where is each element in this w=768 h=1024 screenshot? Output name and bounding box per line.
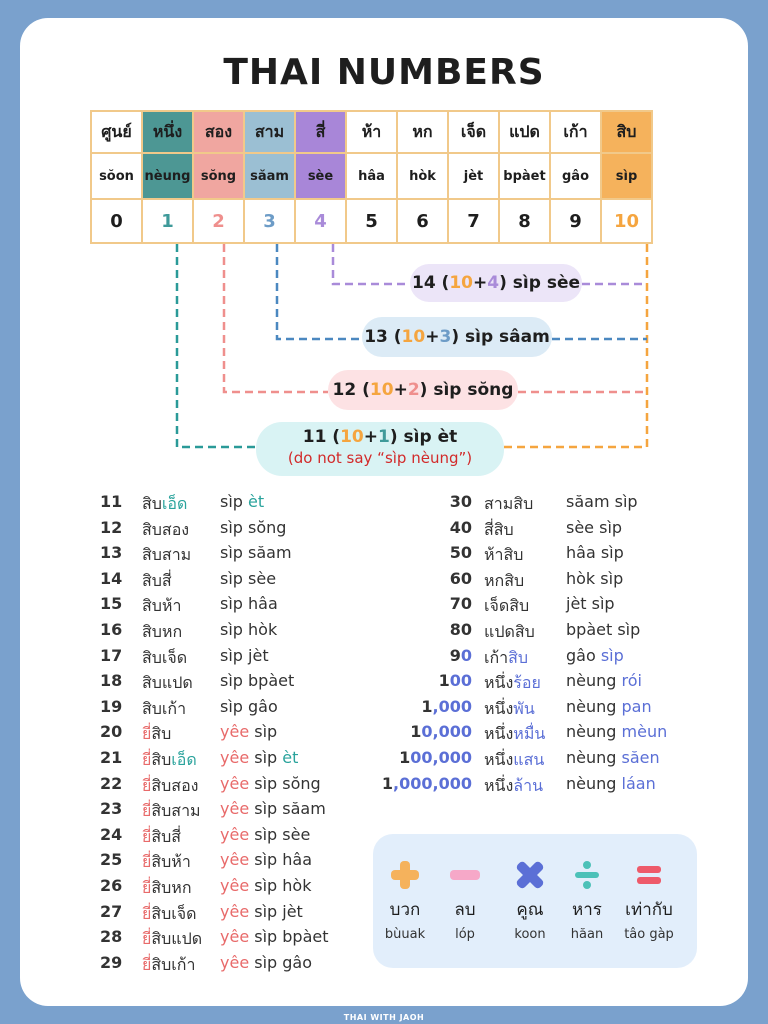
roman-text: sìp bpàet xyxy=(249,927,329,947)
roman-suffix: săen xyxy=(621,748,660,767)
list-number: 22 xyxy=(100,773,123,793)
list-roman xyxy=(220,927,329,946)
roman-text: nèung xyxy=(566,671,622,691)
thai-text: เจ็ดสิบ xyxy=(484,596,530,616)
callout-plus: + xyxy=(393,380,408,400)
grid-cell: 2 xyxy=(193,199,244,243)
thai-suffix: ร้อย xyxy=(513,673,541,693)
list-roman xyxy=(220,748,298,767)
roman-text: sìp xyxy=(249,722,278,742)
roman-prefix: yêe xyxy=(220,901,250,921)
roman-text: hòk sìp xyxy=(566,568,624,588)
list-thai xyxy=(142,876,192,901)
roman-text: bpàet sìp xyxy=(566,620,641,639)
list-number: 25 xyxy=(100,850,123,870)
thai-text: หนึ่ง xyxy=(484,775,514,795)
roman-text: sìp gâo xyxy=(220,696,278,716)
list-roman xyxy=(220,543,292,562)
grid-cell: ศูนย์ xyxy=(91,111,142,153)
list-thai xyxy=(484,646,528,671)
thai-text: แปดสิบ xyxy=(484,622,535,641)
list-number: 26 xyxy=(100,876,123,895)
thai-text: หนึ่ง xyxy=(484,724,514,744)
roman-text: sìp xyxy=(220,492,249,511)
operation-roman: bùuak xyxy=(384,927,426,942)
grid-cell: hòk xyxy=(397,153,448,199)
list-roman xyxy=(220,569,276,588)
thai-text: สิบสาม xyxy=(142,545,192,565)
thai-suffix: แสน xyxy=(513,750,545,769)
number-lead: 1 xyxy=(438,671,450,691)
list-thai xyxy=(142,492,187,517)
roman-text: sìp gâo xyxy=(249,952,313,972)
list-thai xyxy=(142,799,201,824)
list-thai xyxy=(142,620,182,645)
list-number xyxy=(370,646,472,665)
roman-text: sìp jèt xyxy=(220,645,269,665)
callout-thirteen xyxy=(362,317,552,357)
roman-text: sìp jèt xyxy=(249,901,303,921)
list-thai xyxy=(142,569,172,594)
thai-suffix: หมื่น xyxy=(513,724,546,744)
list-roman xyxy=(220,646,269,665)
grid-cell: ห้า xyxy=(346,111,397,153)
list-number xyxy=(370,774,472,793)
callout-ten: 10 xyxy=(449,273,474,293)
list-roman xyxy=(566,518,622,537)
list-roman xyxy=(566,722,667,741)
grid-cell: 10 xyxy=(601,199,652,243)
list-number xyxy=(370,697,472,716)
list-number: 13 xyxy=(100,543,123,563)
thai-text: เก้า xyxy=(484,647,509,667)
callout-eleven xyxy=(256,422,504,476)
grid-cell: bpàet xyxy=(499,153,550,199)
thai-text: สิบ xyxy=(142,494,162,513)
thai-text: สิบสาม xyxy=(151,801,201,821)
roman-text: sìp hòk xyxy=(249,876,312,895)
roman-text: jèt sìp xyxy=(566,594,615,614)
list-roman xyxy=(566,774,656,793)
page-title: THAI NUMBERS xyxy=(223,52,545,93)
roman-text: nèung xyxy=(566,696,622,716)
roman-text: hâa sìp xyxy=(566,543,624,563)
thai-text: สิบแปด xyxy=(151,929,203,949)
thai-prefix: ยี่ xyxy=(142,852,152,872)
callout-ten: 10 xyxy=(401,327,426,347)
list-number: 17 xyxy=(100,645,123,665)
list-number: 24 xyxy=(100,824,123,844)
list-number xyxy=(370,748,472,767)
connector-two xyxy=(224,244,328,392)
list-number: 50 xyxy=(449,543,472,563)
thai-text: สิบสอง xyxy=(151,775,199,795)
roman-text: nèung xyxy=(566,773,622,793)
thai-suffix: พัน xyxy=(513,698,535,718)
operation-roman: hăan xyxy=(570,927,604,942)
operation-plus xyxy=(375,858,435,942)
list-thai xyxy=(484,620,535,645)
roman-text: nèung xyxy=(566,722,622,742)
thai-text: สิบ xyxy=(151,750,172,769)
list-thai xyxy=(484,518,514,543)
grid-cell: 0 xyxy=(91,199,142,243)
list-thai xyxy=(484,774,543,799)
callout-text: ) sìp sŏng xyxy=(419,380,514,400)
list-roman xyxy=(220,594,278,613)
operation-roman: lóp xyxy=(455,927,475,942)
roman-text: sèe sìp xyxy=(566,517,623,537)
roman-text: sìp săam xyxy=(220,543,292,563)
connector-three xyxy=(277,244,362,339)
list-roman xyxy=(566,543,624,562)
list-number: 11 xyxy=(100,492,123,511)
callout-plus: + xyxy=(425,327,440,347)
number-tail: 00,000 xyxy=(410,748,472,767)
roman-suffix: rói xyxy=(621,671,642,691)
thai-text: สิบเก้า xyxy=(142,698,187,718)
roman-text: sìp sŏng xyxy=(249,773,321,793)
roman-prefix: yêe xyxy=(220,748,250,767)
list-roman xyxy=(220,876,311,895)
grid-cell: 9 xyxy=(550,199,601,243)
roman-text: săam sìp xyxy=(566,492,638,511)
list-thai xyxy=(142,748,197,773)
number-lead: 9 xyxy=(449,645,461,665)
roman-prefix: yêe xyxy=(220,722,250,742)
roman-prefix: yêe xyxy=(220,850,250,870)
grid-cell: 5 xyxy=(346,199,397,243)
divide-icon xyxy=(557,858,617,892)
callout-text: ) sìp èt xyxy=(389,427,458,447)
list-thai xyxy=(484,569,524,594)
roman-suffix: èt xyxy=(248,492,265,511)
thai-text: สิบห้า xyxy=(142,596,182,616)
grid-cell: สิบ xyxy=(601,111,652,153)
callout-plus: + xyxy=(363,427,379,447)
thai-text: สิบเจ็ด xyxy=(142,647,188,667)
grid-cell: sèe xyxy=(295,153,346,199)
thai-text: สี่สิบ xyxy=(484,519,514,539)
list-thai xyxy=(142,697,186,722)
callout-text: 11 ( xyxy=(302,427,341,447)
thai-prefix: ยี่ xyxy=(142,826,152,846)
roman-prefix: yêe xyxy=(220,773,250,793)
list-thai xyxy=(142,825,181,850)
number-lead: 1 xyxy=(381,773,394,793)
number-lead: 1 xyxy=(410,722,422,742)
roman-suffix: èt xyxy=(282,748,299,767)
list-roman xyxy=(220,722,277,741)
equals-icon xyxy=(619,858,679,892)
callout-line xyxy=(256,426,504,448)
number-tail: 00 xyxy=(449,671,472,691)
grid-cell: 8 xyxy=(499,199,550,243)
connector-four xyxy=(333,244,410,284)
roman-suffix: sìp xyxy=(600,645,624,665)
thai-prefix: ยี่ xyxy=(142,750,152,769)
list-thai xyxy=(142,646,187,671)
thai-suffix: ล้าน xyxy=(513,775,544,795)
minus-icon xyxy=(435,858,495,892)
number-lead: 1 xyxy=(399,748,411,767)
grid-cell: sŏon xyxy=(91,153,142,199)
thai-text: สิบเจ็ด xyxy=(151,903,197,923)
thai-text: สิบสี่ xyxy=(142,570,172,590)
operation-divide xyxy=(557,858,617,942)
grid-cell: 1 xyxy=(142,199,193,243)
grid-cell: เก้า xyxy=(550,111,601,153)
thai-text: สิบสอง xyxy=(142,519,190,539)
callout-ten: 10 xyxy=(340,427,364,447)
list-thai xyxy=(142,927,202,952)
roman-suffix: pan xyxy=(621,696,652,716)
roman-prefix: yêe xyxy=(220,799,250,819)
footer-brand: THAI WITH JAOH xyxy=(343,1013,425,1022)
grid-cell: săam xyxy=(244,153,295,199)
thai-prefix: ยี่ xyxy=(142,929,152,949)
thai-text: สิบเก้า xyxy=(151,954,196,974)
roman-text: sìp săam xyxy=(249,799,326,819)
grid-cell: 7 xyxy=(448,199,499,243)
roman-text: nèung xyxy=(566,748,622,767)
grid-cell: สอง xyxy=(193,111,244,153)
list-roman xyxy=(220,850,312,869)
roman-prefix: yêe xyxy=(220,876,250,895)
list-roman xyxy=(220,953,312,972)
list-roman xyxy=(220,799,326,818)
grid-cell: sŏng xyxy=(193,153,244,199)
roman-prefix: yêe xyxy=(220,824,250,844)
thai-text: สิบหก xyxy=(142,622,183,641)
list-roman xyxy=(566,620,640,639)
list-number: 70 xyxy=(449,594,472,614)
roman-text: sìp bpàet xyxy=(220,671,295,691)
list-number: 16 xyxy=(100,620,123,639)
list-number: 40 xyxy=(449,517,472,537)
thai-prefix: ยี่ xyxy=(142,801,152,821)
list-number: 60 xyxy=(449,568,472,588)
list-number: 12 xyxy=(100,517,123,537)
list-roman xyxy=(220,825,310,844)
thai-prefix: ยี่ xyxy=(142,954,152,974)
thai-text: หกสิบ xyxy=(484,570,525,590)
list-thai xyxy=(142,774,198,799)
roman-text: sìp hâa xyxy=(220,594,278,614)
operation-multiply xyxy=(500,858,560,942)
number-lead: 1 xyxy=(421,696,433,716)
list-roman xyxy=(220,620,277,639)
list-roman xyxy=(566,569,623,588)
operation-roman: tâo gàp xyxy=(624,927,674,942)
grid-cell: sìp xyxy=(601,153,652,199)
thai-text: สิบห้า xyxy=(151,852,191,872)
callout-digit: 3 xyxy=(439,327,452,347)
callout-digit: 2 xyxy=(407,380,420,400)
grid-cell: nèung xyxy=(142,153,193,199)
list-number xyxy=(370,722,472,741)
thai-suffix: เอ็ด xyxy=(171,750,197,769)
list-thai xyxy=(484,722,545,747)
list-roman xyxy=(220,902,303,921)
list-roman xyxy=(566,492,638,511)
number-tail: 0,000 xyxy=(421,722,472,742)
thai-prefix: ยี่ xyxy=(142,775,152,795)
list-thai xyxy=(484,492,533,517)
list-roman xyxy=(220,671,294,690)
callout-digit: 1 xyxy=(378,427,390,447)
callout-ten: 10 xyxy=(369,380,394,400)
roman-text: sìp sèe xyxy=(220,568,277,588)
thai-text: สามสิบ xyxy=(484,494,534,513)
list-thai xyxy=(142,518,189,543)
thai-text: สิบ xyxy=(151,724,172,744)
connector-one xyxy=(177,244,256,447)
roman-text: sìp hòk xyxy=(220,620,278,639)
list-thai xyxy=(142,543,191,568)
roman-prefix: yêe xyxy=(220,952,250,972)
list-thai xyxy=(142,850,191,875)
thai-text: หนึ่ง xyxy=(484,750,514,769)
list-roman xyxy=(566,697,652,716)
list-thai xyxy=(484,697,535,722)
callout-text: 13 ( xyxy=(364,327,402,347)
thai-prefix: ยี่ xyxy=(142,724,152,744)
list-roman xyxy=(220,697,278,716)
list-roman xyxy=(220,518,286,537)
list-number xyxy=(370,671,472,690)
list-thai xyxy=(484,543,523,568)
grid-cell: หนึ่ง xyxy=(142,111,193,153)
grid-cell: สี่ xyxy=(295,111,346,153)
list-number: 80 xyxy=(449,620,472,639)
callout-text: ) sìp sèe xyxy=(499,273,581,293)
roman-text: sìp sèe xyxy=(249,824,311,844)
operation-equals xyxy=(619,858,679,942)
list-number: 19 xyxy=(100,696,123,716)
operation-roman: koon xyxy=(514,927,546,942)
roman-prefix: yêe xyxy=(220,927,250,947)
thai-suffix: เอ็ด xyxy=(161,494,188,513)
callout-digit: 4 xyxy=(487,273,500,293)
roman-suffix: láan xyxy=(621,773,656,793)
grid-cell: สาม xyxy=(244,111,295,153)
thai-prefix: ยี่ xyxy=(142,878,152,897)
callout-fourteen xyxy=(410,264,582,302)
callout-text: ) sìp sâam xyxy=(451,327,550,347)
list-roman xyxy=(220,492,264,511)
list-thai xyxy=(142,902,197,927)
plus-icon xyxy=(375,858,435,892)
list-thai xyxy=(484,671,541,696)
list-number: 28 xyxy=(100,927,123,947)
operation-thai: คูณ xyxy=(516,900,544,920)
list-thai xyxy=(142,594,181,619)
list-thai xyxy=(142,671,193,696)
operation-thai: ลบ xyxy=(454,900,476,920)
list-thai xyxy=(484,594,529,619)
roman-suffix: mèun xyxy=(621,722,668,742)
callout-text: 14 ( xyxy=(411,273,450,293)
callout-plus: + xyxy=(473,273,488,293)
callout-twelve xyxy=(328,370,518,410)
thai-text: สิบหก xyxy=(151,878,192,897)
callout-text: 12 ( xyxy=(332,380,370,400)
list-roman xyxy=(566,748,660,767)
operations-panel xyxy=(373,834,697,968)
thai-text: สิบสี่ xyxy=(151,826,182,846)
list-thai xyxy=(142,722,171,747)
list-number: 20 xyxy=(100,722,123,742)
grid-cell: หก xyxy=(397,111,448,153)
callout-note: (do not say “sìp nèung”) xyxy=(287,449,473,467)
grid-cell: hâa xyxy=(346,153,397,199)
thai-text: ห้าสิบ xyxy=(484,545,524,565)
list-roman xyxy=(566,594,615,613)
roman-text: sìp xyxy=(249,748,283,767)
thai-suffix: สิบ xyxy=(508,647,529,667)
grid-cell: เจ็ด xyxy=(448,111,499,153)
roman-text: gâo xyxy=(566,645,601,665)
list-number: 30 xyxy=(449,492,472,511)
grid-cell: jèt xyxy=(448,153,499,199)
grid-cell: 3 xyxy=(244,199,295,243)
number-tail: ,000,000 xyxy=(393,773,472,793)
multiply-icon xyxy=(500,858,560,892)
grid-cell: แปด xyxy=(499,111,550,153)
thai-text: สิบแปด xyxy=(142,673,193,693)
number-tail: 0 xyxy=(460,645,472,665)
roman-text: sìp sŏng xyxy=(220,517,287,537)
list-roman xyxy=(566,646,624,665)
thai-prefix: ยี่ xyxy=(142,903,152,923)
list-roman xyxy=(566,671,642,690)
operation-thai: หาร xyxy=(572,900,602,920)
operation-thai: บวก xyxy=(389,900,421,920)
list-number: 23 xyxy=(100,799,123,819)
list-thai xyxy=(142,953,195,978)
list-number: 29 xyxy=(100,952,123,972)
list-number: 27 xyxy=(100,901,123,921)
roman-text: sìp hâa xyxy=(249,850,313,870)
list-number: 15 xyxy=(100,594,123,614)
grid-cell: 6 xyxy=(397,199,448,243)
operation-minus xyxy=(435,858,495,942)
list-thai xyxy=(484,748,544,773)
list-number: 18 xyxy=(100,671,123,691)
operation-thai: เท่ากับ xyxy=(625,900,673,920)
thai-text: หนึ่ง xyxy=(484,698,514,718)
list-number: 14 xyxy=(100,568,123,588)
grid-cell: gâo xyxy=(550,153,601,199)
number-tail: ,000 xyxy=(432,696,472,716)
thai-text: หนึ่ง xyxy=(484,673,514,693)
list-number: 21 xyxy=(100,748,123,767)
list-roman xyxy=(220,774,321,793)
grid-cell: 4 xyxy=(295,199,346,243)
